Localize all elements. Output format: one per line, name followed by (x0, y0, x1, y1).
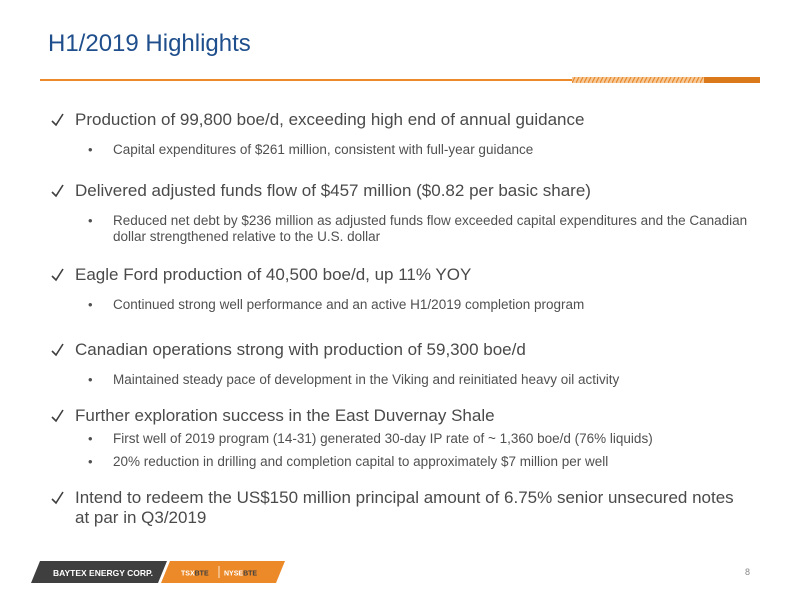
check-icon (50, 181, 66, 201)
footer-banner (0, 561, 290, 583)
check-icon (50, 406, 66, 426)
sub-bullet-text: First well of 2019 program (14-31) generated 30-day IP rate of ~ 1,360 boe/d (76% liquids) (113, 431, 653, 446)
sub-bullet-text: Continued strong well performance and an active H1/2019 completion program (113, 297, 585, 312)
highlight-canadian-operations (50, 340, 770, 388)
highlight-production (50, 110, 770, 158)
bullet-text: Canadian operations strong with production of 59,300 boe/d (75, 340, 526, 359)
bullet-dot: • (88, 454, 93, 469)
list-item (50, 181, 770, 201)
divider-hatch (572, 77, 704, 83)
bullet-dot: • (88, 213, 93, 228)
divider-block (704, 77, 760, 83)
bullet-text: Production of 99,800 boe/d, exceeding high end of annual guidance (75, 110, 585, 129)
highlight-east-duvernay (50, 406, 770, 470)
bullet-dot: • (88, 142, 93, 157)
list-item (50, 110, 770, 130)
company-name: BAYTEX ENERGY CORP. (53, 568, 153, 578)
list-item (50, 142, 770, 158)
check-icon (50, 110, 66, 130)
list-item (50, 372, 770, 388)
list-item (50, 297, 770, 313)
bullet-dot: • (88, 297, 93, 312)
list-item (50, 431, 770, 447)
bullet-text: Eagle Ford production of 40,500 boe/d, up 11% YOY (75, 265, 472, 284)
bullet-text: Further exploration success in the East Duvernay Shale (75, 406, 495, 425)
sub-bullet-text: Maintained steady pace of development in the Viking and reinitiated heavy oil activity (113, 372, 620, 387)
highlight-funds-flow (50, 181, 770, 245)
divider-line (40, 79, 572, 81)
highlight-eagle-ford (50, 265, 770, 313)
tsx-exchange: TSX (181, 570, 195, 578)
sub-bullet-text: Capital expenditures of $261 million, consistent with full-year guidance (113, 142, 534, 157)
footer-orange-band (161, 561, 285, 583)
highlight-notes-redemption (50, 488, 770, 528)
check-icon (50, 340, 66, 360)
nyse-exchange: NYSE (224, 570, 244, 578)
list-item (50, 454, 770, 470)
sub-bullet-text: 20% reduction in drilling and completion capital to approximately $7 million per well (113, 454, 609, 469)
sub-bullet-text: Reduced net debt by $236 million as adjusted funds flow exceeded capital expenditures and the Canadian dollar strengthened relative to the U.S. dollar (113, 213, 748, 244)
check-icon (50, 488, 66, 508)
nyse-ticker: BTE (243, 570, 258, 578)
list-item (50, 213, 773, 245)
tsx-label (181, 571, 209, 578)
nyse-label (224, 571, 257, 578)
bullet-dot: • (88, 431, 93, 446)
bullet-text: Delivered adjusted funds flow of $457 million ($0.82 per basic share) (75, 181, 591, 200)
list-item (50, 340, 770, 360)
list-item (50, 406, 770, 426)
page-number: 8 (745, 567, 751, 577)
list-item (50, 488, 735, 528)
check-icon (50, 265, 66, 285)
bullet-dot: • (88, 372, 93, 387)
list-item (50, 265, 770, 285)
bullet-text: Intend to redeem the US$150 million principal amount of 6.75% senior unsecured notes at par in Q3/2019 (75, 488, 734, 527)
tsx-ticker: BTE (194, 570, 209, 578)
title-divider (40, 77, 760, 83)
slide-title: H1/2019 Highlights (48, 30, 251, 57)
